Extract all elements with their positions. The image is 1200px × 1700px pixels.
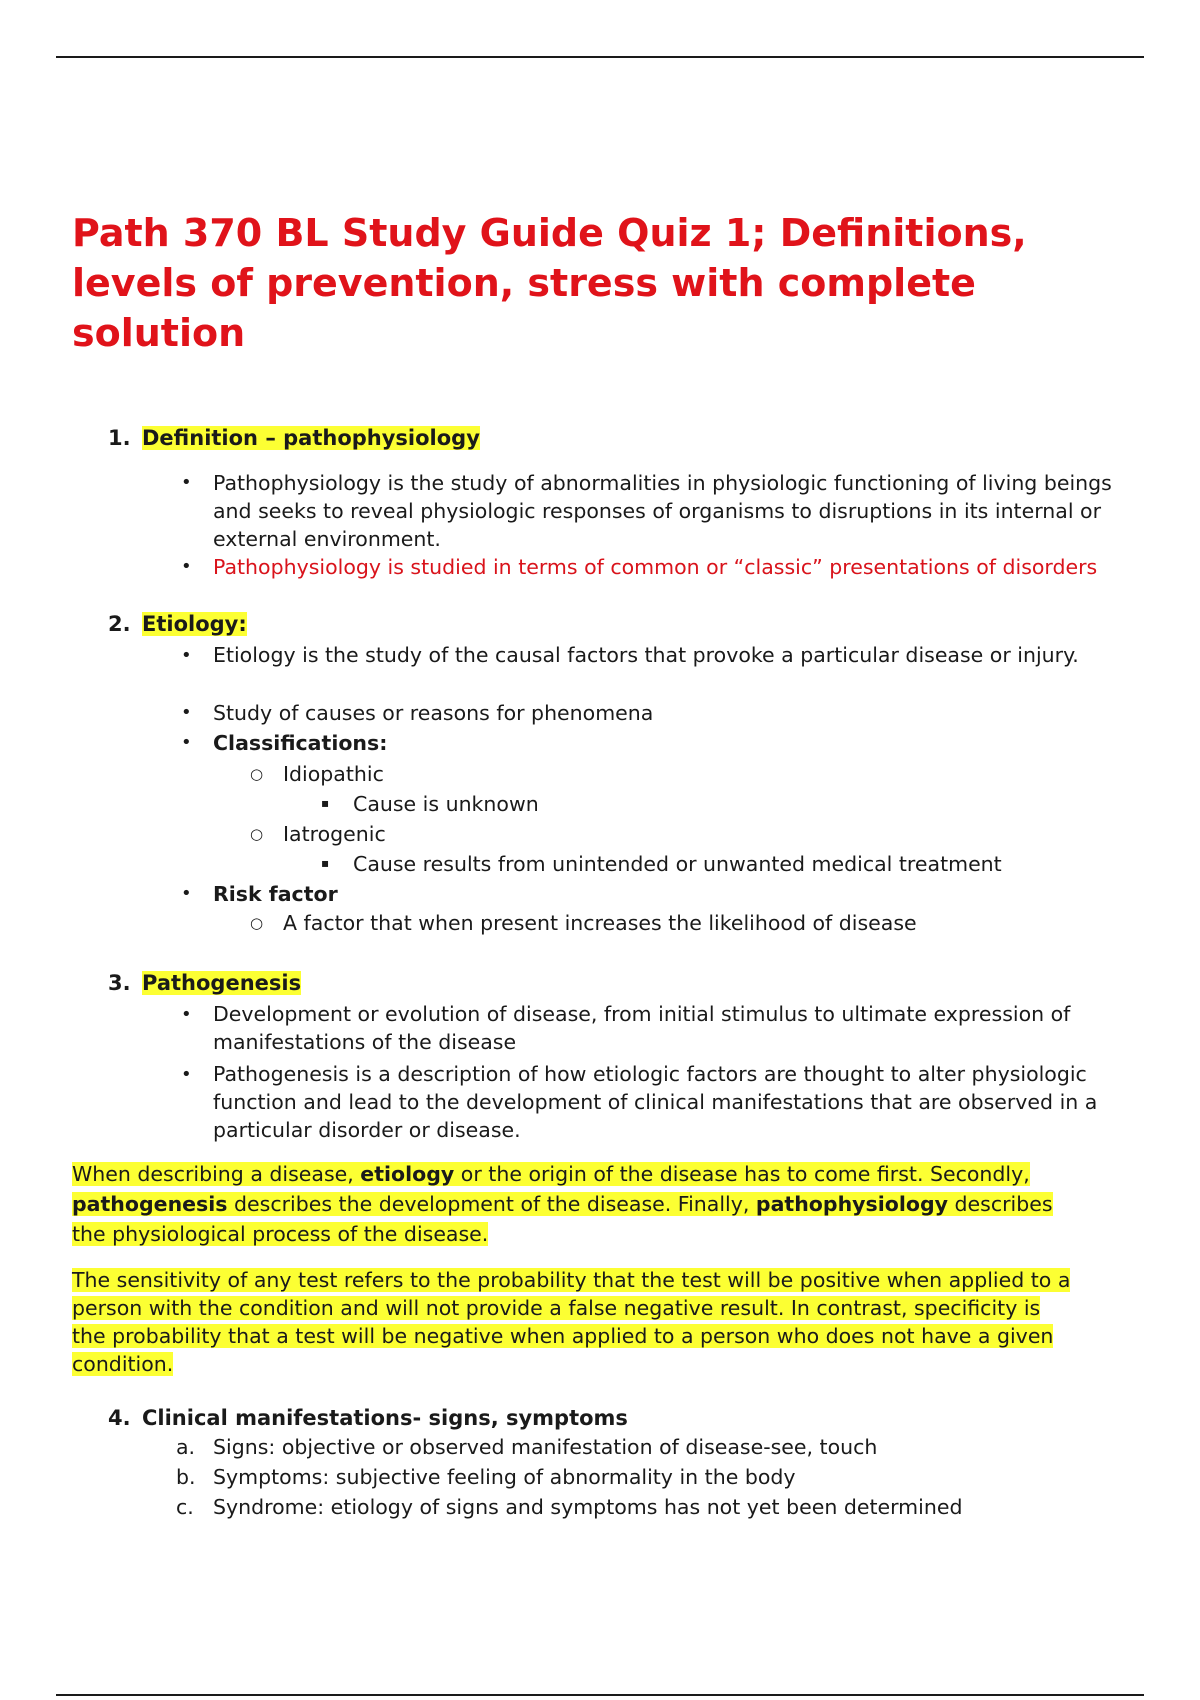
summary-paragraph: When describing a disease, etiology or the origin of the disease has to come first. Secondly, pathogenesis describes the development of the disease. Finally, pathophysiology describes the physiological process of the disease. <box>72 1162 1053 1246</box>
bullet-dot: • <box>181 702 192 723</box>
document-title: Path 370 BL Study Guide Quiz 1; Definitions, levels of prevention, stress with complete solution <box>72 211 1027 355</box>
iatrogenic-detail: Cause results from unintended or unwanted medical treatment <box>353 852 1002 876</box>
risk-factor-detail: A factor that when present increases the likelihood of disease <box>283 911 917 935</box>
list-marker: b. <box>176 1465 196 1489</box>
list-marker: c. <box>176 1495 194 1519</box>
bullet-dot: • <box>181 883 192 904</box>
bullet-dot: • <box>181 556 192 577</box>
section-1-heading: 1. Definition – pathophysiology <box>108 426 480 450</box>
section-2-title: Etiology: <box>142 612 247 636</box>
section-3-heading: 3. Pathogenesis <box>108 971 302 995</box>
section-4-title: Clinical manifestations- signs, symptoms <box>142 1406 628 1430</box>
square-bullet: ▪ <box>321 856 330 870</box>
idiopathic-detail: Cause is unknown <box>353 792 539 816</box>
circle-bullet: ○ <box>250 825 264 843</box>
list-marker: a. <box>176 1435 196 1459</box>
top-rule <box>56 56 1144 58</box>
section-1-title: Definition – pathophysiology <box>142 426 480 450</box>
bullet-dot: • <box>181 1064 192 1085</box>
sensitivity-paragraph: The sensitivity of any test refers to the probability that the test will be positive when applied to a person with the condition and will not provide a false negative result. In contrast, specificity is the probability that a test will be negative when applied to a person who does not have a given condition. <box>72 1268 1071 1376</box>
circle-bullet: ○ <box>250 765 264 783</box>
clinical-item-symptoms: Symptoms: subjective feeling of abnormality in the body <box>213 1465 796 1489</box>
s3-bullet-1: Development or evolution of disease, from initial stimulus to ultimate expression of manifestations of the disease <box>213 1002 1071 1054</box>
section-4-heading: 4. Clinical manifestations- signs, symptoms <box>108 1406 628 1430</box>
circle-bullet: ○ <box>250 914 264 932</box>
term-etiology: etiology <box>360 1162 455 1186</box>
clinical-item-signs: Signs: objective or observed manifestation of disease-see, touch <box>213 1435 878 1459</box>
s2-bullet-3: Classifications: <box>213 731 388 755</box>
s1-bullet-2: Pathophysiology is studied in terms of common or “classic” presentations of disorders <box>213 555 1098 579</box>
bullet-dot: • <box>181 1004 192 1025</box>
s2-bullet-4: Risk factor <box>213 882 338 906</box>
s2-bullet-2: Study of causes or reasons for phenomena <box>213 701 654 725</box>
section-2-heading: 2. Etiology: <box>108 612 247 636</box>
classification-iatrogenic: Iatrogenic <box>283 822 386 846</box>
clinical-item-syndrome: Syndrome: etiology of signs and symptoms has not yet been determined <box>213 1495 963 1519</box>
term-pathophysiology: pathophysiology <box>755 1192 948 1216</box>
section-3-title: Pathogenesis <box>142 971 302 995</box>
s3-bullet-2: Pathogenesis is a description of how etiologic factors are thought to alter physiologic function and lead to the development of clinical manifestations that are observed in a particular disorder or disease. <box>213 1062 1098 1142</box>
bottom-rule <box>56 1694 1144 1696</box>
classification-idiopathic: Idiopathic <box>283 762 384 786</box>
s1-bullet-1: Pathophysiology is the study of abnormalities in physiologic functioning of living beings and seeks to reveal physiologic responses of organisms to disruptions in its internal or external environment. <box>213 471 1112 551</box>
term-pathogenesis: pathogenesis <box>72 1192 228 1216</box>
bullet-dot: • <box>181 732 192 753</box>
square-bullet: ▪ <box>321 796 330 810</box>
bullet-dot: • <box>181 645 192 666</box>
s2-bullet-1: Etiology is the study of the causal factors that provoke a particular disease or injury. <box>213 643 1079 667</box>
bullet-dot: • <box>181 472 192 493</box>
